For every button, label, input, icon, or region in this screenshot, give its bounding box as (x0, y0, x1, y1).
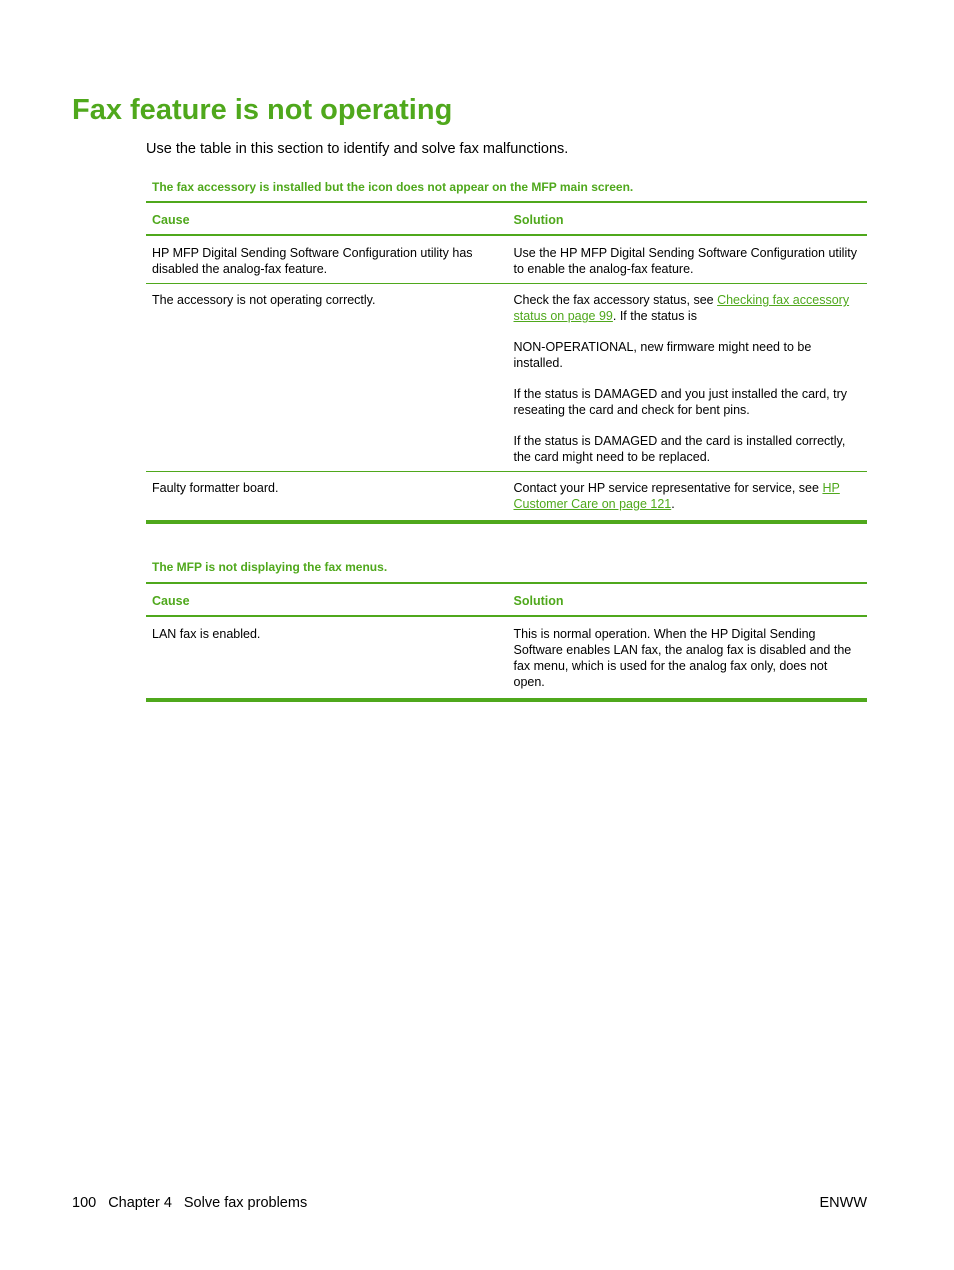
table1-caption: The fax accessory is installed but the icon does not appear on the MFP main screen. (152, 180, 634, 194)
solution-text: Check the fax accessory status, see (513, 293, 718, 307)
page-footer-right: ENWW (819, 1195, 867, 1211)
solution-text: . (671, 497, 675, 511)
table-row (146, 284, 867, 472)
solution-paragraph: If the status is DAMAGED and you just installed the card, try reseating the card and check for bent pins. (513, 387, 847, 417)
table-row (146, 616, 867, 700)
solution-cell: This is normal operation. When the HP Digital Sending Software enables LAN fax, the analog fax is disabled and the fax menu, which is used for the analog fax only, does not open. (507, 616, 867, 700)
table1-header-row (146, 202, 867, 235)
solution-paragraph (514, 292, 862, 324)
cause-cell: Faulty formatter board. (146, 472, 507, 523)
cause-cell: The accessory is not operating correctly. (146, 284, 507, 472)
solution-cell: Use the HP MFP Digital Sending Software Configuration utility to enable the analog-fax feature. (507, 235, 867, 284)
table-row (146, 235, 867, 284)
solution-text: . If the status is (612, 309, 697, 323)
footer-chapter: Chapter 4 (108, 1195, 172, 1211)
table2-caption: The MFP is not displaying the fax menus. (152, 560, 388, 574)
intro-paragraph: Use the table in this section to identify and solve fax malfunctions. (146, 141, 569, 157)
table2-header-row (146, 583, 867, 616)
solution-paragraph: If the status is DAMAGED and the card is installed correctly, the card might need to be replaced. (513, 434, 846, 464)
table2-header-cause: Cause (146, 583, 507, 616)
xref-link-hp-customer-care[interactable]: HP Customer Care on page 121 (513, 481, 840, 511)
solution-paragraph: NON-OPERATIONAL, new firmware might need to be installed. (513, 340, 812, 370)
table-row (146, 472, 867, 523)
page-number: 100 (72, 1195, 97, 1211)
cause-cell: LAN fax is enabled. (146, 616, 507, 700)
footer-chapter-title: Solve fax problems (183, 1195, 308, 1211)
table1-header-solution: Solution (507, 202, 867, 235)
xref-link-checking-fax-accessory-status[interactable]: Checking fax accessory status on page 99 (513, 293, 850, 323)
table2 (146, 582, 867, 702)
page-title: Fax feature is not operating (72, 94, 453, 126)
table1 (146, 201, 867, 524)
solution-cell (507, 284, 867, 472)
table2-header-solution: Solution (507, 583, 867, 616)
solution-text: Contact your HP service representative for service, see (513, 481, 823, 495)
page-footer-left (72, 1193, 307, 1213)
solution-cell (507, 472, 867, 523)
cause-cell: HP MFP Digital Sending Software Configuration utility has disabled the analog-fax feature. (146, 235, 507, 284)
table1-header-cause: Cause (146, 202, 507, 235)
